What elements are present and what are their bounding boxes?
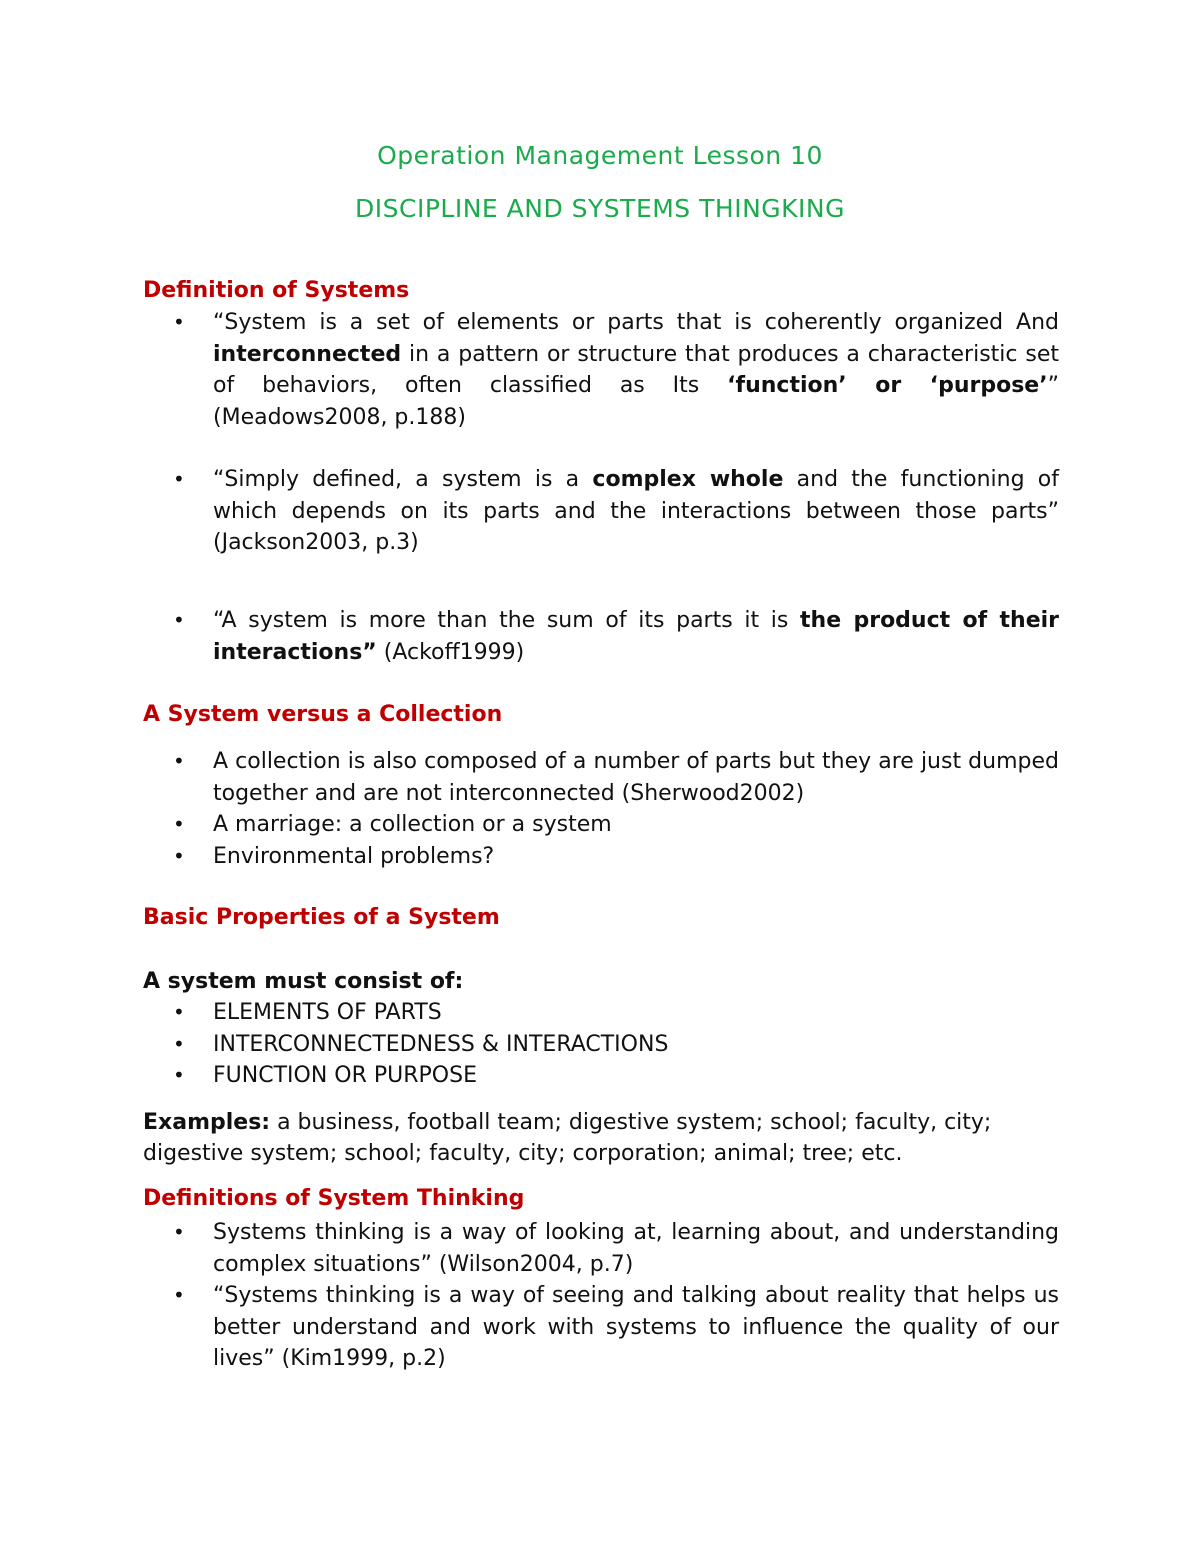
bullet-icon: • <box>173 1000 185 1024</box>
bullet-icon: • <box>173 467 185 491</box>
definition-list <box>173 307 1059 433</box>
definition-list-2 <box>173 464 1059 559</box>
bullet-icon: • <box>173 843 185 868</box>
list-item: • “Systems thinking is a way of seeing and talking about reality that helps us better understand and work with systems to influence the quality of our lives” (Kim1999, p.2) <box>173 1280 1059 1375</box>
bullet-icon: • <box>173 1283 185 1307</box>
bullet-icon: • <box>173 749 185 773</box>
heading-system-thinking: Definitions of System Thinking <box>143 1186 525 1211</box>
bullet-icon: • <box>173 812 185 836</box>
bullet-icon: • <box>173 608 185 632</box>
list-item: • FUNCTION OR PURPOSE <box>173 1060 1059 1092</box>
properties-lead: A system must consist of: <box>143 969 464 994</box>
list-item: • Environmental problems? <box>173 841 1059 873</box>
examples-paragraph <box>143 1107 1059 1169</box>
properties-list <box>173 997 1059 1092</box>
heading-system-versus-collection: A System versus a Collection <box>143 702 503 727</box>
list-item: • Systems thinking is a way of looking at, learning about, and understanding complex situations” (Wilson2004, p.7) <box>173 1217 1059 1280</box>
document-title: Operation Management Lesson 10 <box>377 141 823 170</box>
collection-list <box>173 746 1059 872</box>
examples-text: a business, football team; digestive system; school; faculty, city; digestive system; school; faculty, city; corporation; animal; tree; etc. <box>143 1110 992 1166</box>
list-item: • “A system is more than the sum of its parts it is the product of their interactions” (Ackoff1999) <box>173 605 1059 668</box>
bullet-icon: • <box>173 1220 185 1244</box>
document-subtitle: DISCIPLINE AND SYSTEMS THINGKING <box>355 194 845 223</box>
heading-definition-of-systems: Definition of Systems <box>143 278 410 303</box>
bullet-icon: • <box>173 1063 185 1087</box>
list-item: • ELEMENTS OF PARTS <box>173 997 1059 1029</box>
heading-basic-properties: Basic Properties of a System <box>143 905 500 930</box>
list-item: • A marriage: a collection or a system <box>173 809 1059 841</box>
list-item: • “Simply defined, a system is a complex whole and the functioning of which depends on its parts and the interactions between those parts” (Jackson2003, p.3) <box>173 464 1059 559</box>
examples-label: Examples: <box>143 1110 271 1135</box>
list-item: • A collection is also composed of a number of parts but they are just dumped together and are not interconnected (Sherwood2002) <box>173 746 1059 809</box>
bullet-icon: • <box>173 1031 185 1056</box>
list-item: • “System is a set of elements or parts that is coherently organized And interconnected in a pattern or structure that produces a characteristic set of behaviors, often classified as Its ‘function’ or ‘purpose’” (Meadows2008, p.188) <box>173 307 1059 433</box>
thinking-list <box>173 1217 1059 1375</box>
list-item: • INTERCONNECTEDNESS & INTERACTIONS <box>173 1029 1059 1061</box>
bullet-icon: • <box>173 310 185 334</box>
definition-list-3 <box>173 605 1059 668</box>
